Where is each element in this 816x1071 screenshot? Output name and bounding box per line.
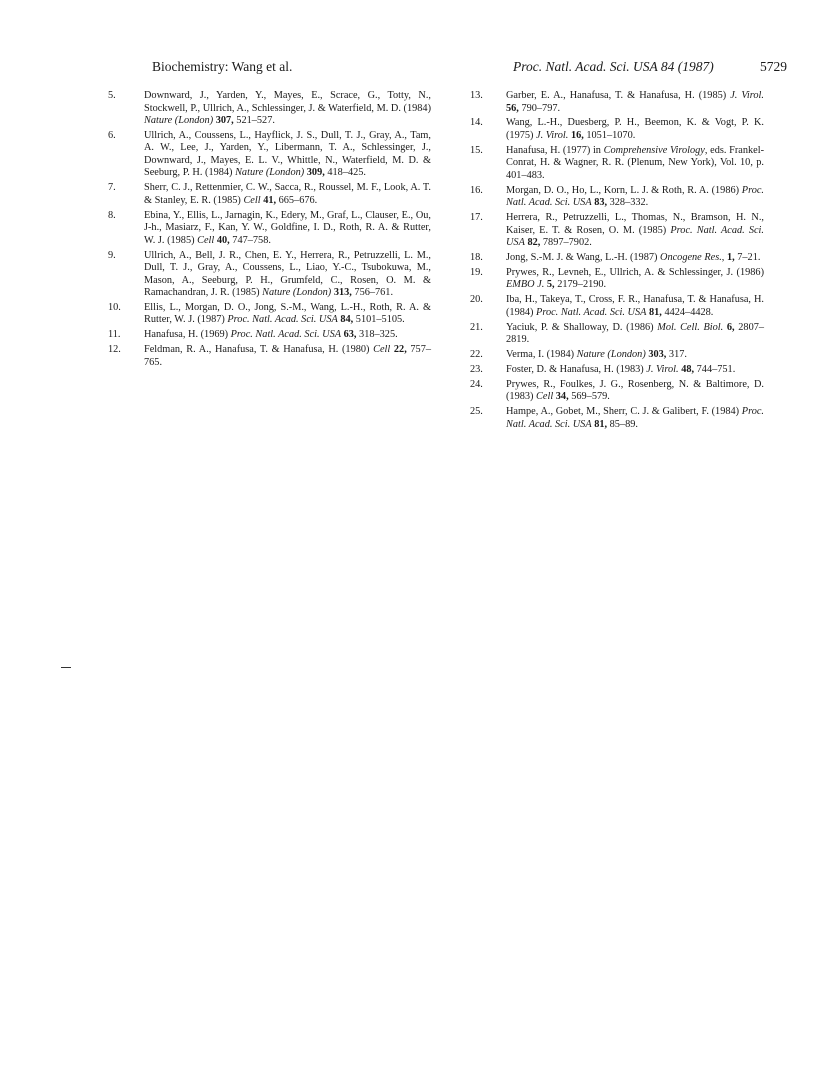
reference-text: Herrera, R., Petruzzelli, L., Thomas, N., Bramson, H. N., Kaiser, E. T. & Rosen, O. M. (1985) Proc. Natl. Acad. Sci. USA 82, 7897–7902. [506, 212, 764, 249]
journal-name: Cell [373, 344, 391, 356]
journal-name: J. Virol. [646, 363, 679, 375]
reference-text: Feldman, R. A., Hanafusa, T. & Hanafusa, H. (1980) Cell 22, 757–765. [144, 344, 431, 368]
reference-text: Iba, H., Takeya, T., Cross, F. R., Hanafusa, T. & Hanafusa, H. (1984) Proc. Natl. Acad. Sci. USA 81, 4424–4428. [506, 294, 764, 318]
reference-text: Prywes, R., Foulkes, J. G., Rosenberg, N. & Baltimore, D. (1983) Cell 34, 569–579. [506, 378, 764, 403]
journal-name: Nature (London) [144, 115, 214, 126]
volume-number: 83, [594, 197, 608, 209]
reference-number: 25. [470, 406, 483, 418]
reference-text: Verma, I. (1984) Nature (London) 303, 317. [506, 349, 687, 361]
volume-number: 307, [215, 115, 234, 126]
journal-name: J. Virol. [536, 129, 569, 141]
volume-number: 6, [726, 321, 735, 333]
journal-name: Proc. Natl. Acad. Sci. USA [536, 306, 647, 318]
reference-item [470, 322, 764, 347]
reference-text: Morgan, D. O., Ho, L., Korn, L. J. & Roth, R. A. (1986) Proc. Natl. Acad. Sci. USA 83, 328–332. [506, 184, 764, 209]
reference-item [470, 349, 764, 362]
journal-name: Nature (London) [262, 287, 332, 299]
journal-name: Nature (London) [576, 349, 646, 361]
journal-citation: Proc. Natl. Acad. Sci. USA 84 (1987) [513, 59, 714, 74]
reference-text: Yaciuk, P. & Shalloway, D. (1986) Mol. Cell. Biol. 6, 2807–2819. [506, 321, 765, 346]
reference-item [470, 294, 764, 319]
journal-name: Proc. Natl. Acad. Sci. USA [230, 329, 342, 341]
reference-number: 20. [470, 294, 483, 306]
reference-item [108, 344, 431, 369]
volume-number: 56, [506, 102, 519, 114]
reference-item [470, 379, 764, 404]
journal-name: J. Virol. [730, 90, 764, 101]
reference-number: 18. [470, 251, 483, 263]
journal-name: Cell [536, 391, 554, 403]
reference-number: 14. [470, 117, 483, 129]
volume-number: 84, [340, 314, 354, 326]
reference-text: Sherr, C. J., Rettenmier, C. W., Sacca, R., Roussel, M. F., Look, A. T. & Stanley, E. R. (1985) Cell 41, 665–676. [144, 182, 431, 206]
reference-number: 12. [108, 344, 121, 356]
volume-number: 1, [726, 251, 735, 263]
journal-name: Proc. Natl. Acad. Sci. USA [506, 406, 764, 430]
reference-number: 6. [108, 129, 116, 141]
reference-item [108, 130, 431, 180]
references-column-right [470, 90, 764, 434]
reference-item [470, 364, 764, 377]
reference-item [470, 185, 764, 210]
reference-item [470, 212, 764, 250]
reference-text: Hanafusa, H. (1977) in Comprehensive Virology, eds. Frankel-Conrat, H. & Wagner, R. R. (Plenum, New York), Vol. 10, p. 401–483. [506, 144, 765, 181]
references-column-left [108, 90, 431, 372]
reference-text: Foster, D. & Hanafusa, H. (1983) J. Virol. 48, 744–751. [506, 363, 736, 375]
reference-number: 7. [108, 182, 116, 194]
reference-number: 9. [108, 249, 116, 261]
volume-number: 63, [343, 329, 357, 341]
reference-item [470, 406, 764, 431]
journal-name: EMBO J. [506, 279, 545, 291]
reference-number: 21. [470, 321, 483, 333]
reference-number: 10. [108, 301, 121, 313]
volume-number: 81, [594, 418, 608, 430]
volume-number: 22, [393, 344, 407, 356]
volume-number: 41, [263, 194, 277, 206]
journal-name: Proc. Natl. Acad. Sci. USA [506, 184, 764, 209]
reference-item [470, 117, 764, 142]
volume-number: 48, [681, 363, 695, 375]
reference-text: Downward, J., Yarden, Y., Mayes, E., Scrace, G., Totty, N., Stockwell, P., Ullrich, A., Schlessinger, J. & Waterfield, M. D. (1984) Nature (London) 307, 521–527. [144, 90, 431, 126]
reference-text: Hampe, A., Gobet, M., Sherr, C. J. & Galibert, F. (1984) Proc. Natl. Acad. Sci. USA 81, 85–89. [506, 406, 764, 430]
reference-item [470, 252, 764, 265]
volume-number: 81, [649, 306, 662, 318]
reference-item [108, 210, 431, 248]
reference-item [108, 182, 431, 207]
journal-name: Nature (London) [235, 167, 305, 179]
reference-number: 15. [470, 144, 483, 156]
journal-name: Oncogene Res. [660, 251, 722, 263]
reference-number: 5. [108, 90, 116, 101]
reference-text: Ullrich, A., Coussens, L., Hayflick, J. S., Dull, T. J., Gray, A., Tam, A. W., Lee, J., Yarden, Y., Libermann, T. A., Schlessinger, J., Downward, J., Mayes, E. L. V., Whittle, N., Waterfield, M. D. & Seeburg, P. H. (1984) Nature (London) 309, 418–425. [144, 129, 431, 179]
page-header [0, 59, 816, 79]
journal-name: Cell [243, 194, 261, 206]
reference-number: 22. [470, 349, 483, 361]
page-number: 5729 [760, 59, 787, 74]
reference-number: 16. [470, 184, 483, 196]
reference-text: Wang, L.-H., Duesberg, P. H., Beemon, K. & Vogt, P. K. (1975) J. Virol. 16, 1051–1070. [506, 117, 764, 141]
reference-text: Jong, S.-M. J. & Wang, L.-H. (1987) Oncogene Res., 1, 7–21. [506, 251, 761, 263]
volume-number: 309, [306, 167, 325, 179]
reference-item [470, 267, 764, 292]
volume-number: 16, [570, 129, 584, 141]
reference-item [108, 302, 431, 327]
reference-number: 23. [470, 363, 483, 375]
running-head-left: Biochemistry: Wang et al. [152, 59, 293, 74]
reference-text: Hanafusa, H. (1969) Proc. Natl. Acad. Sci. USA 63, 318–325. [144, 329, 398, 341]
volume-number: 82, [527, 237, 541, 249]
reference-text: Ullrich, A., Bell, J. R., Chen, E. Y., Herrera, R., Petruzzelli, L. M., Dull, T. J., Gray, A., Coussens, L., Liao, Y.-C., Tsubokuwa, M., Mason, A., Seeburg, P. H., Grumfeld, C., Rosen, O. M. & Ramachandran, J. R. (1985) Nature (London) 313, 756–761. [144, 249, 431, 299]
volume-number: 5, [546, 279, 555, 291]
reference-number: 24. [470, 378, 483, 390]
reference-number: 19. [470, 266, 483, 278]
journal-name: Cell [197, 234, 215, 246]
reference-number: 11. [108, 329, 121, 341]
journal-name: Comprehensive Virology [603, 144, 705, 156]
volume-number: 303, [648, 349, 667, 361]
reference-item [108, 90, 431, 128]
journal-name: Proc. Natl. Acad. Sci. USA [227, 314, 338, 326]
reference-number: 13. [470, 90, 483, 101]
volume-number: 34, [555, 391, 569, 403]
reference-item [470, 90, 764, 115]
reference-item [108, 329, 431, 342]
reference-number: 8. [108, 209, 116, 221]
volume-number: 313, [333, 287, 352, 299]
journal-name: Proc. Natl. Acad. Sci. USA [506, 224, 764, 249]
reference-text: Prywes, R., Levneh, E., Ullrich, A. & Schlessinger, J. (1986) EMBO J. 5, 2179–2190. [506, 266, 764, 291]
margin-mark [61, 667, 71, 668]
reference-item [470, 145, 764, 183]
reference-number: 17. [470, 212, 483, 224]
volume-number: 40, [216, 234, 230, 246]
reference-text: Ebina, Y., Ellis, L., Jarnagin, K., Edery, M., Graf, L., Clauser, E., Ou, J-h., Masiarz, F., Kan, Y. W., Goldfine, I. D., Roth, R. A. & Rutter, W. J. (1985) Cell 40, 747–758. [144, 209, 431, 246]
reference-item [108, 250, 431, 300]
journal-name: Mol. Cell. Biol. [657, 321, 724, 333]
reference-text: Ellis, L., Morgan, D. O., Jong, S.-M., Wang, L.-H., Roth, R. A. & Rutter, W. J. (1987) Proc. Natl. Acad. Sci. USA 84, 5101–5105. [144, 301, 431, 326]
reference-text: Garber, E. A., Hanafusa, T. & Hanafusa, H. (1985) J. Virol. 56, 790–797. [506, 90, 764, 114]
